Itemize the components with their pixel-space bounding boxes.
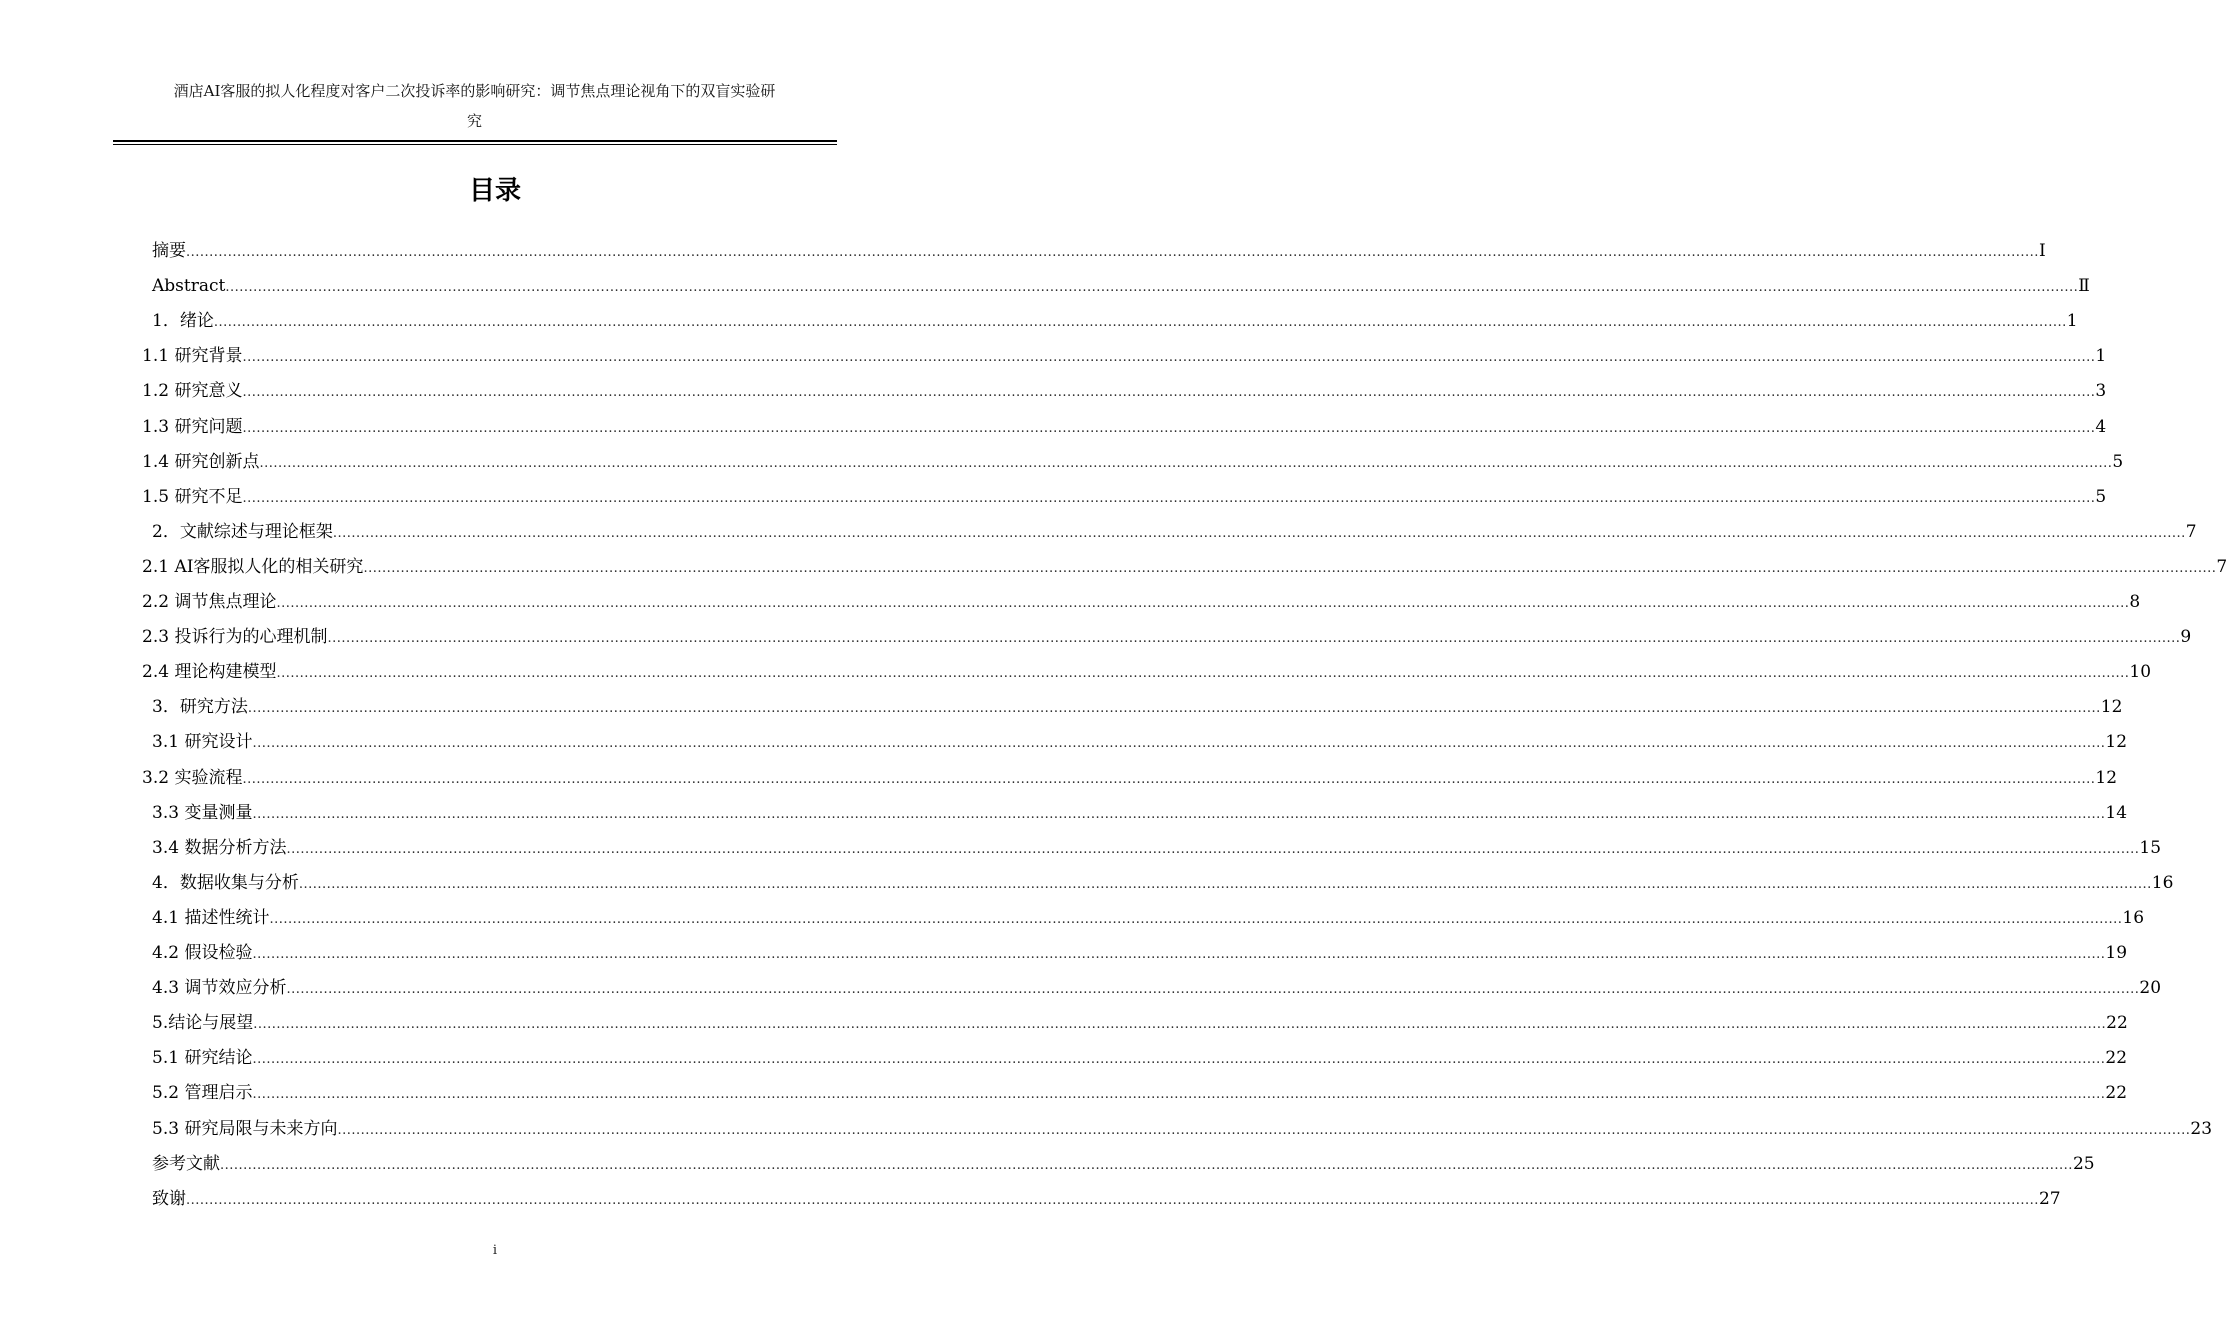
toc-entry-page: Ⅱ <box>2078 276 2090 297</box>
toc-leader-dots: ................................................................................................................................................................................................................................................................................................................................................................................................................ <box>242 385 2096 401</box>
toc-entry-page: 25 <box>2072 1153 2095 1174</box>
toc-entry-label: 3.4 数据分析方法 <box>152 837 287 858</box>
toc-leader-dots: ................................................................................................................................................................................................................................................................................................................................................................................................................ <box>363 560 2217 576</box>
toc-entry-label: 1．绪论 <box>152 311 214 332</box>
toc-entry[interactable] <box>152 938 2128 968</box>
toc-entry-page: 5 <box>2112 451 2124 472</box>
toc-leader-dots: ................................................................................................................................................................................................................................................................................................................................................................................................................ <box>298 876 2152 892</box>
running-header-line-2: 究 <box>466 112 482 130</box>
toc-entry[interactable] <box>152 692 2123 722</box>
toc-entry[interactable] <box>152 236 2046 266</box>
toc-entry-label: 3.3 变量测量 <box>152 802 253 823</box>
toc-entry-label: 1.2 研究意义 <box>142 381 243 402</box>
toc-entry-page: 9 <box>2180 627 2192 648</box>
toc-leader-dots: ................................................................................................................................................................................................................................................................................................................................................................................................................ <box>252 736 2106 752</box>
toc-entry-label: 参考文献 <box>152 1153 220 1174</box>
toc-entry-page: 8 <box>2129 592 2141 612</box>
toc-entry[interactable] <box>152 1184 2061 1214</box>
toc-leader-dots: ................................................................................................................................................................................................................................................................................................................................................................................................................ <box>242 420 2096 436</box>
toc-entry-label: 2．文献综述与理论框架 <box>152 521 333 542</box>
toc-entry-label: 5.2 管理启示 <box>152 1083 253 1104</box>
toc-entry-label: 1.5 研究不足 <box>142 486 243 507</box>
toc-entry-page: 1 <box>2066 311 2078 332</box>
toc-entry[interactable] <box>152 1078 2128 1108</box>
toc-leader-dots: ................................................................................................................................................................................................................................................................................................................................................................................................................ <box>327 631 2181 647</box>
running-header-line-1: 酒店AI客服的拟人化程度对客户二次投诉率的影响研究：调节焦点理论视角下的双盲实验研 <box>173 82 776 100</box>
toc-entry-label: 2.2 调节焦点理论 <box>142 592 277 612</box>
toc-entry-label: 4．数据收集与分析 <box>152 872 299 893</box>
toc-entry-page: 12 <box>2095 767 2118 788</box>
toc-entry-page: 5 <box>2095 486 2107 507</box>
toc-entry[interactable] <box>152 1149 2095 1179</box>
toc-entry-label: 1.1 研究背景 <box>142 346 243 367</box>
toc-entry[interactable] <box>152 903 2145 933</box>
toc-leader-dots: ................................................................................................................................................................................................................................................................................................................................................................................................................ <box>276 666 2130 682</box>
toc-entry-label: 1.3 研究问题 <box>142 416 243 437</box>
toc-entry-label: 2.1 AI客服拟人化的相关研究 <box>142 556 364 577</box>
toc-leader-dots: ................................................................................................................................................................................................................................................................................................................................................................................................................ <box>186 245 2039 260</box>
toc-entry[interactable] <box>142 412 2107 442</box>
toc-entry-page: 19 <box>2105 943 2128 963</box>
toc-entry-label: 3.2 实验流程 <box>142 767 243 788</box>
toc-entry[interactable] <box>152 306 2078 336</box>
toc-entry[interactable] <box>152 833 2162 863</box>
toc-entry-page: 15 <box>2139 837 2162 858</box>
toc-entry-page: 10 <box>2129 662 2152 683</box>
toc-entry-page: 22 <box>2105 1083 2128 1104</box>
toc-entry-label: 2.3 投诉行为的心理机制 <box>142 627 328 648</box>
running-header <box>113 76 836 136</box>
toc-leader-dots: ................................................................................................................................................................................................................................................................................................................................................................................................................ <box>252 947 2106 962</box>
toc-entry-label: 4.1 描述性统计 <box>152 907 270 928</box>
toc-leader-dots: ................................................................................................................................................................................................................................................................................................................................................................................................................ <box>286 982 2140 998</box>
toc-leader-dots: ................................................................................................................................................................................................................................................................................................................................................................................................................ <box>186 1192 2039 1208</box>
toc-entry-page: Ⅰ <box>2038 241 2046 261</box>
toc-entry-page: 1 <box>2095 346 2107 367</box>
toc-leader-dots: ................................................................................................................................................................................................................................................................................................................................................................................................................ <box>269 911 2123 927</box>
toc-leader-dots: ................................................................................................................................................................................................................................................................................................................................................................................................................ <box>213 315 2067 331</box>
toc-entry-label: Abstract <box>152 276 226 297</box>
toc-leader-dots: ................................................................................................................................................................................................................................................................................................................................................................................................................ <box>242 771 2096 787</box>
toc-entry-label: 3．研究方法 <box>152 697 248 718</box>
toc-entry-label: 2.4 理论构建模型 <box>142 662 277 683</box>
toc-entry[interactable] <box>142 587 2141 617</box>
toc-leader-dots: ................................................................................................................................................................................................................................................................................................................................................................................................................ <box>252 806 2106 822</box>
toc-entry[interactable] <box>142 447 2124 477</box>
toc-entry[interactable] <box>142 763 2118 793</box>
toc-entry-label: 4.2 假设检验 <box>152 943 253 963</box>
toc-entry[interactable] <box>152 868 2174 898</box>
toc-entry[interactable] <box>142 552 2227 582</box>
toc-leader-dots: ................................................................................................................................................................................................................................................................................................................................................................................................................ <box>253 1017 2107 1033</box>
toc-leader-dots: ................................................................................................................................................................................................................................................................................................................................................................................................................ <box>225 280 2079 296</box>
toc-entry-label: 4.3 调节效应分析 <box>152 978 287 999</box>
toc-entry-page: 23 <box>2190 1118 2213 1139</box>
toc-entry[interactable] <box>142 341 2107 371</box>
toc-entry-label: 5.3 研究局限与未来方向 <box>152 1118 338 1139</box>
toc-entry[interactable] <box>152 1008 2128 1038</box>
toc-entry[interactable] <box>152 798 2128 828</box>
page-title: 目录 <box>468 176 521 206</box>
toc-entry[interactable] <box>142 376 2107 406</box>
toc-entry-page: 27 <box>2038 1188 2061 1209</box>
toc-entry-page: 16 <box>2122 907 2145 928</box>
toc-leader-dots: ................................................................................................................................................................................................................................................................................................................................................................................................................ <box>337 1122 2191 1138</box>
toc-entry[interactable] <box>152 727 2128 757</box>
toc-entry-page: 4 <box>2095 416 2107 437</box>
toc-entry-page: 14 <box>2105 802 2128 823</box>
toc-entry-label: 5.1 研究结论 <box>152 1048 253 1069</box>
toc-leader-dots: ................................................................................................................................................................................................................................................................................................................................................................................................................ <box>286 841 2140 857</box>
toc-entry-label: 3.1 研究设计 <box>152 732 253 753</box>
page-number: i <box>492 1243 498 1258</box>
toc-entry[interactable] <box>152 973 2162 1003</box>
header-rule-thin <box>113 144 837 145</box>
toc-entry[interactable] <box>152 1114 2213 1144</box>
toc-entry-page: 12 <box>2100 697 2123 718</box>
toc-entry-page: 22 <box>2105 1048 2128 1069</box>
toc-entry-page: 16 <box>2151 872 2174 893</box>
toc-leader-dots: ................................................................................................................................................................................................................................................................................................................................................................................................................ <box>276 596 2130 611</box>
toc-entry[interactable] <box>142 482 2107 512</box>
toc-entry-page: 12 <box>2105 732 2128 753</box>
toc-leader-dots: ................................................................................................................................................................................................................................................................................................................................................................................................................ <box>247 701 2101 717</box>
toc-leader-dots: ................................................................................................................................................................................................................................................................................................................................................................................................................ <box>252 1052 2106 1068</box>
toc-entry[interactable] <box>152 517 2197 547</box>
toc-entry-label: 摘要 <box>152 241 186 261</box>
toc-entry[interactable] <box>142 622 2192 652</box>
header-rule-thick <box>113 140 837 142</box>
toc-entry-page: 20 <box>2139 978 2162 999</box>
toc-entry[interactable] <box>152 1043 2128 1073</box>
toc-entry-label: 1.4 研究创新点 <box>142 451 260 472</box>
toc-leader-dots: ................................................................................................................................................................................................................................................................................................................................................................................................................ <box>220 1157 2073 1173</box>
toc-leader-dots: ................................................................................................................................................................................................................................................................................................................................................................................................................ <box>242 490 2096 506</box>
toc-entry-label: 致谢 <box>152 1188 186 1209</box>
toc-entry[interactable] <box>142 657 2152 687</box>
toc-leader-dots: ................................................................................................................................................................................................................................................................................................................................................................................................................ <box>259 455 2113 471</box>
toc-entry-page: 7 <box>2216 556 2227 577</box>
toc-entry-page: 7 <box>2185 521 2197 542</box>
toc-entry-label: 5.结论与展望 <box>152 1013 254 1034</box>
toc-leader-dots: ................................................................................................................................................................................................................................................................................................................................................................................................................ <box>252 1087 2106 1103</box>
toc-entry[interactable] <box>152 271 2090 301</box>
toc-leader-dots: ................................................................................................................................................................................................................................................................................................................................................................................................................ <box>242 350 2096 366</box>
toc-entry-page: 3 <box>2095 381 2107 402</box>
toc-entry-page: 22 <box>2106 1013 2128 1034</box>
toc-leader-dots: ................................................................................................................................................................................................................................................................................................................................................................................................................ <box>332 525 2186 541</box>
